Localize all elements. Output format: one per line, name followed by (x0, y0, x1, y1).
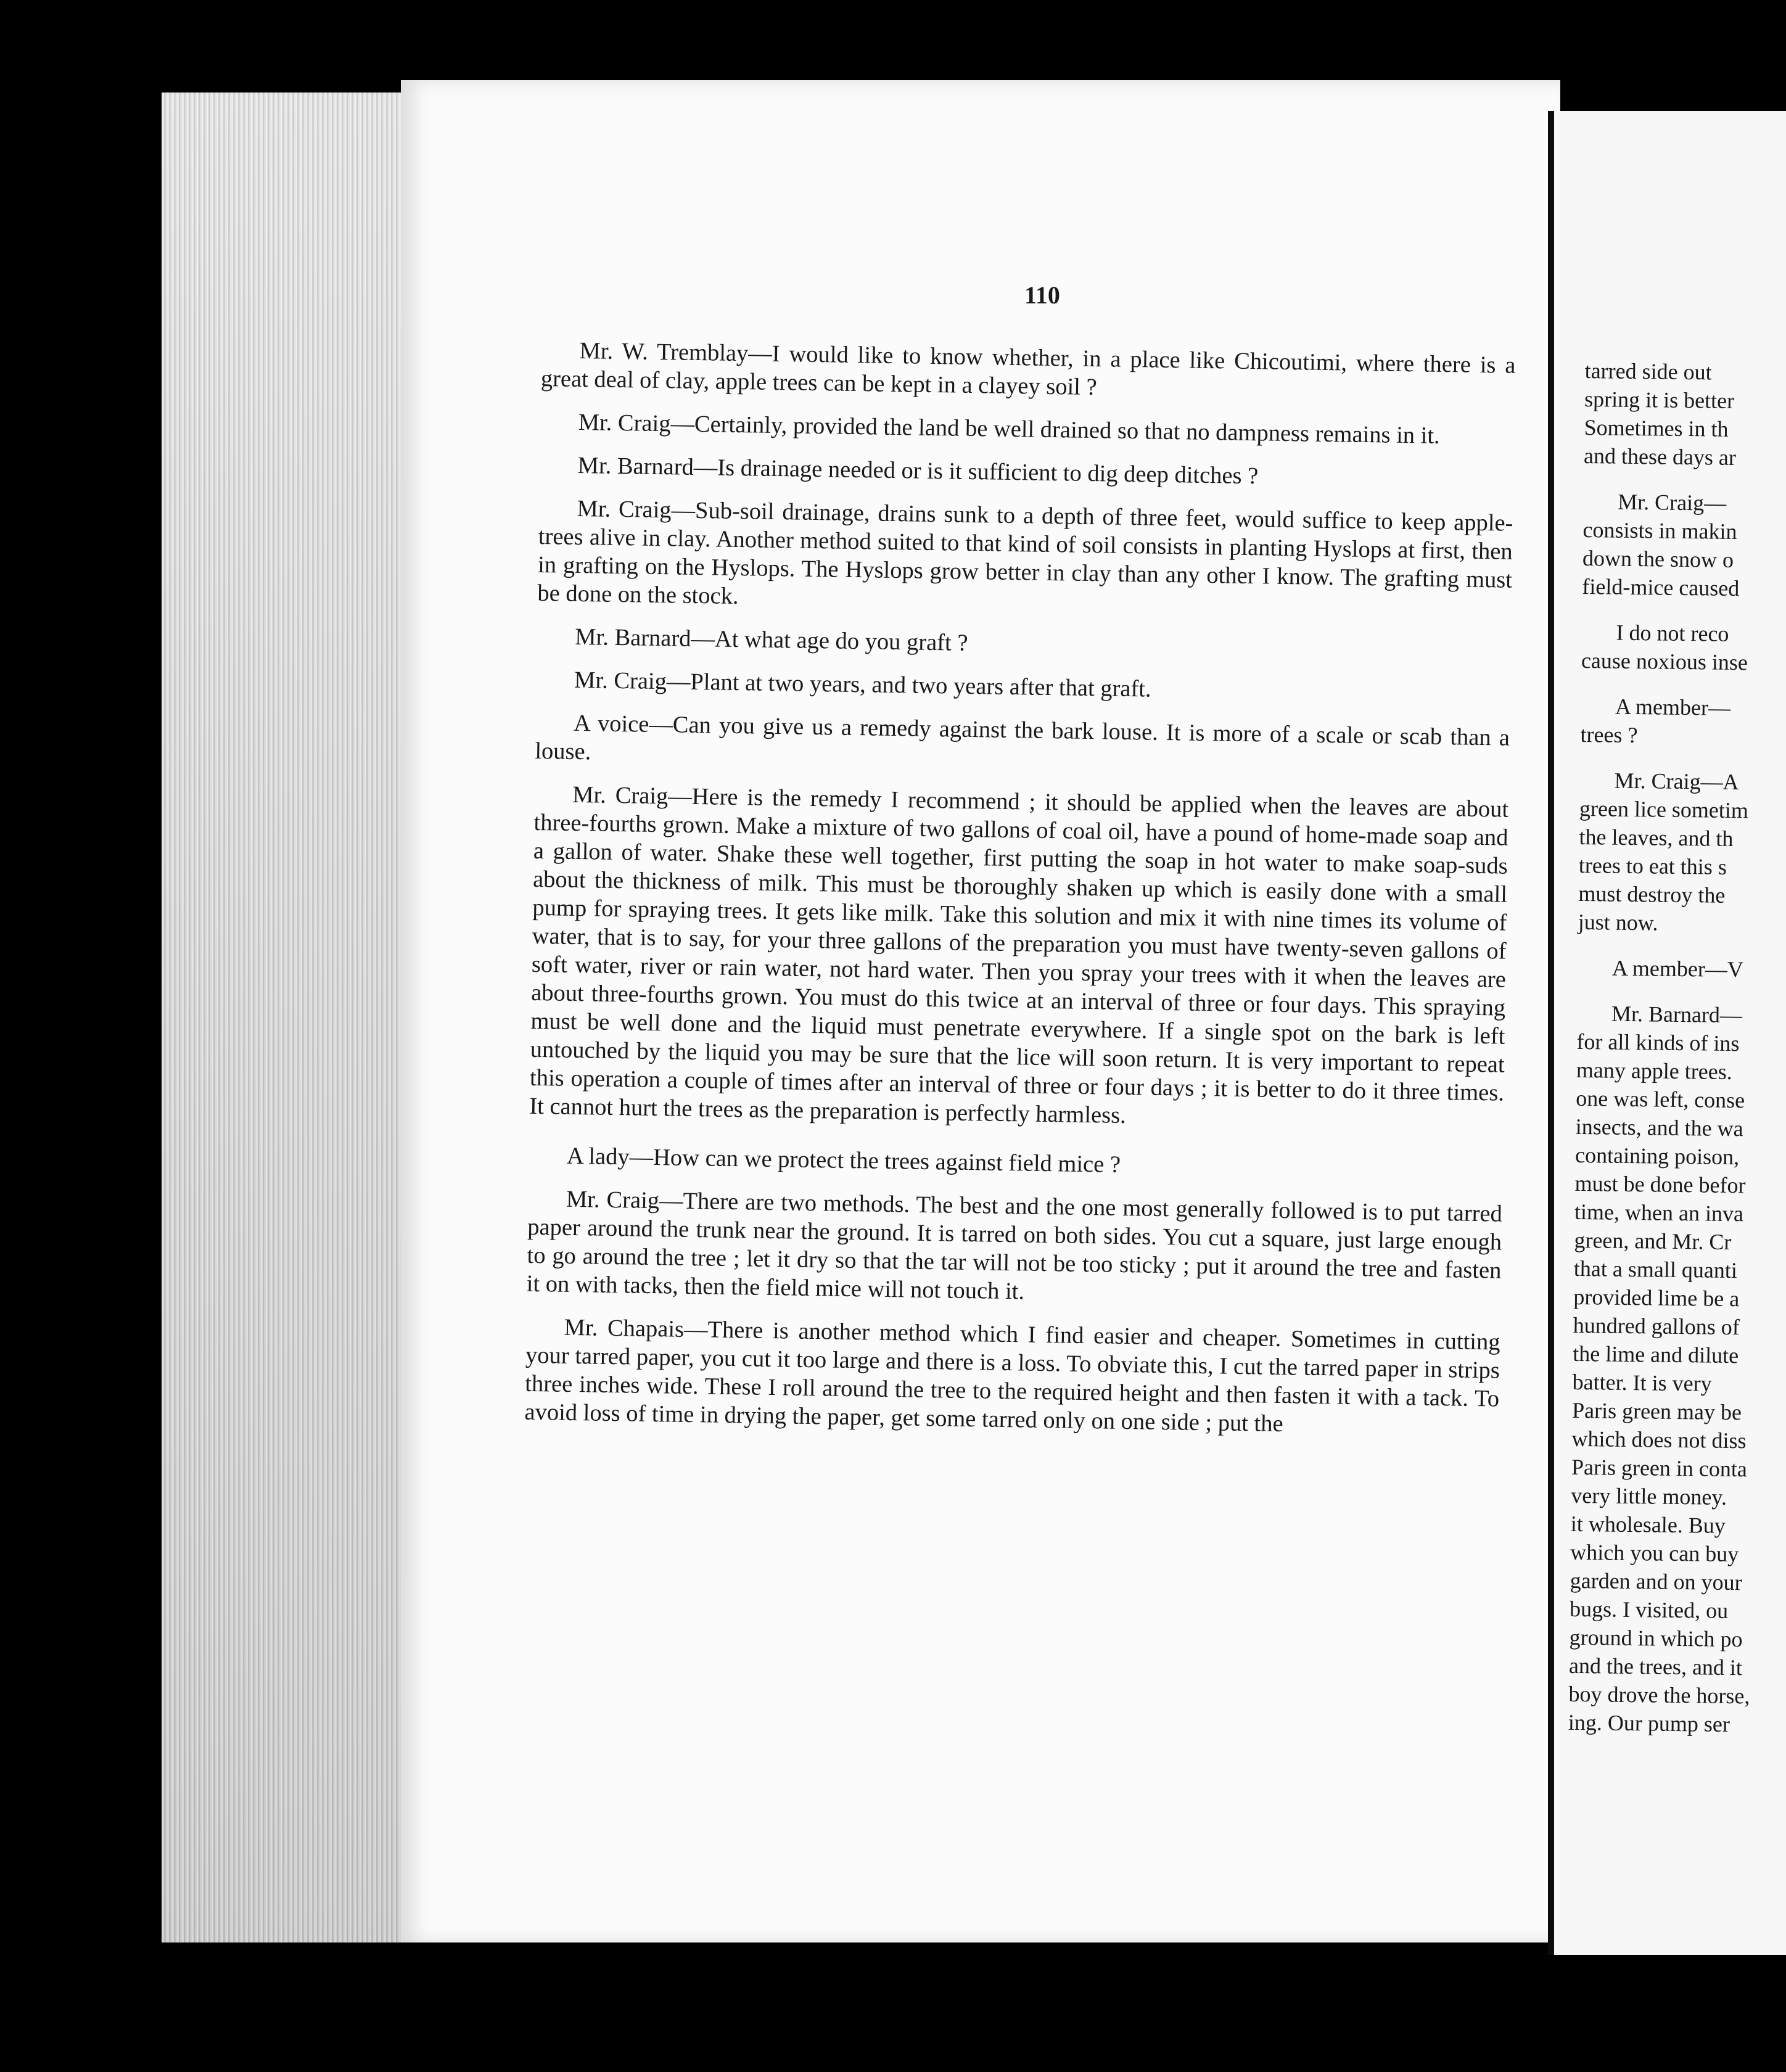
right-page-line: Paris green in conta (1571, 1454, 1748, 1482)
right-page-line: field-mice caused (1582, 574, 1740, 601)
right-page-line: containing poison, (1574, 1142, 1740, 1170)
right-page-line: for all kinds of ins (1576, 1029, 1740, 1056)
right-page-line: it wholesale. Buy (1570, 1511, 1726, 1538)
line-gap (1580, 749, 1784, 768)
line-gap (1577, 982, 1780, 1001)
right-page-line: one was left, conse (1576, 1085, 1745, 1113)
right-page-line: provided lime be a (1573, 1284, 1740, 1312)
right-page-line: tarred side out (1584, 358, 1712, 385)
right-page-line: trees ? (1580, 722, 1638, 748)
right-page-line: insects, and the wa (1575, 1114, 1743, 1141)
right-page-line: consists in makin (1582, 517, 1737, 545)
right-page-line: must be done befor (1574, 1170, 1746, 1198)
right-page-line: A member— (1615, 694, 1731, 720)
right-page-line: hundred gallons of (1573, 1312, 1740, 1340)
paragraph: Mr. Craig—Here is the remedy I recommend ; it should be applied when the leaves are about three-fourths grown. Make a mixture of two gallons of coal oil, have a pound of home-made soap and a gallon of water. Shake these well together, first putting the soap in hot water to make soap-suds about the thickness of milk. This must be thoroughly shaken up which is easily done with a small pump for spraying trees. It gets like milk. Take this solution and mix it with nine times its volume of water, that is to say, for your three gallons of the preparation you must have twenty-seven gallons of soft water, river or rain water, not hard water. Then you spray your trees with it when the leaves are about three-fourths grown. You must do this twice at an interval of three or four days. This spraying must be well done and the liquid must penetrate everywhere. If a single spot on the bark is left untouched by the liquid you may be sure that the lice will soon return. It is very important to repeat this operation a couple of times after an interval of three or four days ; it is better to do it three times. It cannot hurt the trees as the preparation is perfectly harmless. (529, 781, 1509, 1129)
paragraph: Mr. Craig—There are two methods. The best and the one most generally followed is to put tarred paper around the trunk near the ground. It is tarred on both sides. You cut a square, just large enough to go around the tree ; let it dry so that the tar will not be too sticky ; put it around the tree and fasten it on with tacks, then the field mice will not touch it. (526, 1186, 1503, 1305)
right-page-line: the leaves, and th (1579, 824, 1734, 851)
paragraph: A lady—How can we protect the trees against field mice ? (566, 1143, 1121, 1178)
right-page-line: just now. (1578, 909, 1658, 935)
paragraph: Mr. W. Tremblay—I would like to know whether, in a place like Chicoutimi, where there is a great deal of clay, apple trees can be kept in a clayey soil ? (540, 337, 1516, 401)
right-page-line: bugs. I visited, ou (1569, 1596, 1729, 1623)
right-page-line: green lice sometim (1579, 796, 1749, 823)
line-gap (1582, 601, 1785, 620)
right-page-line: Paris green may be (1571, 1397, 1742, 1425)
right-page-line: garden and on your (1570, 1568, 1742, 1595)
page-edges-stack (162, 92, 433, 1942)
right-page-line: spring it is better (1584, 386, 1735, 413)
main-text-body (524, 336, 1516, 1457)
line-gap (1578, 936, 1781, 956)
right-page-line: which does not diss (1571, 1426, 1747, 1453)
right-page-line: trees to eat this s (1578, 852, 1727, 879)
right-page-line: must destroy the (1578, 881, 1726, 908)
line-gap (1583, 470, 1786, 490)
right-page-line: cause noxious inse (1581, 648, 1748, 675)
right-page-line: and these days ar (1583, 443, 1737, 471)
right-page-line: ing. Our pump ser (1568, 1709, 1730, 1737)
right-page-line: green, and Mr. Cr (1574, 1227, 1732, 1255)
paragraph: Mr. Barnard—Is drainage needed or is it sufficient to dig deep ditches ? (577, 452, 1259, 490)
right-page-line: Sometimes in th (1584, 414, 1729, 442)
paragraph: Mr. Chapais—There is another method which I find easier and cheaper. Sometimes in cutting your tarred paper, you cut it too large and there is a loss. To obviate this, I cut the tarred paper in strips three inches wide. These I roll around the tree to the required height and then fasten it with a tack. To avoid loss of time in drying the paper, get some tarred only on one side ; put the (524, 1314, 1500, 1437)
right-page-line: Mr. Craig— (1617, 489, 1727, 516)
right-page-line: batter. It is very (1572, 1369, 1712, 1396)
right-page-line: Mr. Barnard— (1611, 1001, 1743, 1028)
paragraph: Mr. Craig—Plant at two years, and two years after that graft. (574, 667, 1151, 702)
right-page-line: very little money. (1571, 1482, 1727, 1510)
paragraph: A voice—Can you give us a remedy against the bark louse. It is more of a scale or scab than a louse. (535, 710, 1510, 765)
right-page-line: down the snow o (1582, 545, 1734, 572)
paragraph: Mr. Craig—Sub-soil drainage, drains sunk to a depth of three feet, would suffice to keep apple-trees alive in clay. Another method suited to that kind of soil consists in planting Hyslops at first, then in grafting on the Hyslops. The Hyslops grow better in clay than any other I know. The grafting must be done on the stock. (537, 495, 1513, 610)
right-page-line: which you can buy (1570, 1539, 1739, 1567)
right-page-text (1568, 356, 1786, 1739)
right-page-line: A member—V (1611, 955, 1744, 982)
paragraph: Mr. Barnard—At what age do you graft ? (575, 623, 968, 656)
right-page-line: time, when an inva (1574, 1199, 1744, 1227)
right-page-line: the lime and dilute (1573, 1341, 1739, 1368)
paragraph: Mr. Craig—Certainly, provided the land be well drained so that no dampness remains in it. (578, 409, 1441, 449)
line-gap (1581, 675, 1784, 694)
right-page-line: that a small quanti (1573, 1256, 1738, 1283)
right-page-line: ground in which po (1569, 1624, 1743, 1652)
right-page-line: I do not reco (1616, 620, 1729, 646)
right-page-line: Mr. Craig—A (1614, 768, 1739, 795)
page-number: 110 (1024, 281, 1060, 309)
right-page-line: boy drove the horse, (1568, 1681, 1750, 1709)
right-page-line: many apple trees. (1576, 1057, 1732, 1085)
right-page-line: and the trees, and it (1568, 1653, 1743, 1680)
